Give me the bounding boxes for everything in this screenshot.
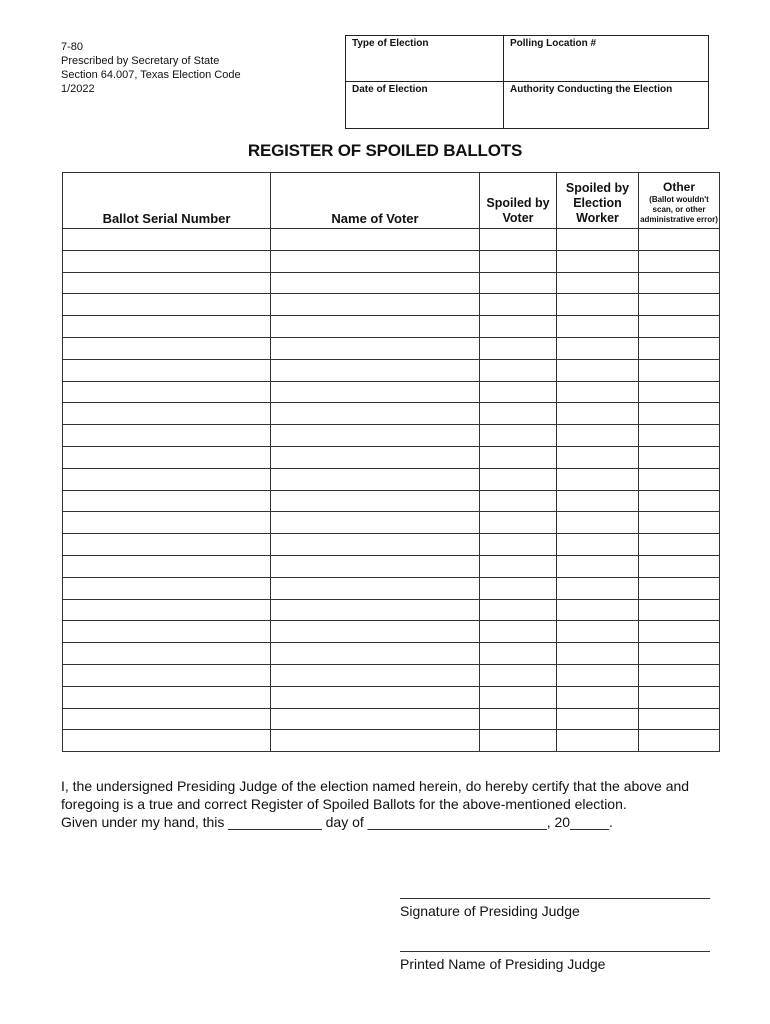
cell-other[interactable] — [639, 555, 720, 577]
cell-spoiled-by-worker[interactable] — [557, 316, 639, 338]
cell-voter-name[interactable] — [271, 446, 480, 468]
cell-spoiled-by-voter[interactable] — [480, 403, 557, 425]
cell-spoiled-by-voter[interactable] — [480, 708, 557, 730]
certification-block — [61, 777, 721, 831]
table-row — [63, 294, 720, 316]
cell-voter-name[interactable] — [271, 468, 480, 490]
cell-spoiled-by-voter[interactable] — [480, 686, 557, 708]
printed-name-line[interactable] — [400, 951, 710, 952]
table-row — [63, 643, 720, 665]
cell-spoiled-by-worker[interactable] — [557, 272, 639, 294]
spoiled-ballots-table — [62, 172, 720, 752]
cell-spoiled-by-worker[interactable] — [557, 599, 639, 621]
cell-ballot-serial[interactable] — [63, 599, 271, 621]
cell-other[interactable] — [639, 316, 720, 338]
authority-field[interactable] — [504, 82, 708, 128]
cell-spoiled-by-voter[interactable] — [480, 621, 557, 643]
cell-ballot-serial[interactable] — [63, 250, 271, 272]
cell-voter-name[interactable] — [271, 250, 480, 272]
cell-spoiled-by-voter[interactable] — [480, 359, 557, 381]
prescribed-by: Prescribed by Secretary of State — [61, 55, 220, 67]
cell-other[interactable] — [639, 294, 720, 316]
table-row — [63, 621, 720, 643]
cell-spoiled-by-worker[interactable] — [557, 381, 639, 403]
election-info-box — [345, 35, 709, 129]
table-row — [63, 337, 720, 359]
cell-spoiled-by-voter[interactable] — [480, 381, 557, 403]
cell-other[interactable] — [639, 730, 720, 752]
date-of-election-field[interactable] — [346, 82, 504, 128]
cell-voter-name[interactable] — [271, 664, 480, 686]
cell-spoiled-by-worker[interactable] — [557, 664, 639, 686]
page-title: REGISTER OF SPOILED BALLOTS — [247, 141, 523, 160]
cell-voter-name[interactable] — [271, 229, 480, 251]
table-row — [63, 490, 720, 512]
table-row — [63, 359, 720, 381]
cell-ballot-serial[interactable] — [63, 272, 271, 294]
cell-spoiled-by-worker[interactable] — [557, 534, 639, 556]
cell-other[interactable] — [639, 686, 720, 708]
cell-other[interactable] — [639, 577, 720, 599]
cell-ballot-serial[interactable] — [63, 229, 271, 251]
cell-voter-name[interactable] — [271, 599, 480, 621]
cell-voter-name[interactable] — [271, 316, 480, 338]
cell-spoiled-by-worker[interactable] — [557, 250, 639, 272]
cell-spoiled-by-worker[interactable] — [557, 643, 639, 665]
cell-voter-name[interactable] — [271, 272, 480, 294]
cell-spoiled-by-voter[interactable] — [480, 250, 557, 272]
cell-spoiled-by-voter[interactable] — [480, 643, 557, 665]
cell-ballot-serial[interactable] — [63, 468, 271, 490]
cell-other[interactable] — [639, 468, 720, 490]
cell-spoiled-by-voter[interactable] — [480, 534, 557, 556]
col-other-note: (Ballot wouldn't scan, or other administrative error) — [640, 195, 718, 224]
cell-spoiled-by-voter[interactable] — [480, 664, 557, 686]
cell-other[interactable] — [639, 229, 720, 251]
cell-ballot-serial[interactable] — [63, 294, 271, 316]
form-identifier — [61, 40, 241, 96]
cell-ballot-serial[interactable] — [63, 381, 271, 403]
certification-text: I, the undersigned Presiding Judge of the election named herein, do hereby certify that the above and foregoing is a true and correct Register of Spoiled Ballots for the above-mentioned election. — [61, 778, 690, 812]
polling-location-field[interactable] — [504, 36, 708, 82]
cell-spoiled-by-worker[interactable] — [557, 468, 639, 490]
date-of-election-label: Date of Election — [352, 84, 428, 95]
cell-spoiled-by-voter[interactable] — [480, 337, 557, 359]
type-of-election-field[interactable] — [346, 36, 504, 82]
cell-spoiled-by-worker[interactable] — [557, 621, 639, 643]
table-row — [63, 381, 720, 403]
form-number: 7-80 — [61, 41, 84, 53]
col-spoiled-by-worker: Spoiled by Election Worker — [557, 173, 639, 229]
cell-other[interactable] — [639, 425, 720, 447]
cell-spoiled-by-worker[interactable] — [557, 686, 639, 708]
cell-spoiled-by-voter[interactable] — [480, 730, 557, 752]
signature-label: Signature of Presiding Judge — [400, 903, 580, 919]
cell-ballot-serial[interactable] — [63, 490, 271, 512]
cell-spoiled-by-worker[interactable] — [557, 708, 639, 730]
cell-other[interactable] — [639, 621, 720, 643]
table-row — [63, 577, 720, 599]
table-row — [63, 686, 720, 708]
cell-other[interactable] — [639, 337, 720, 359]
col-ballot-serial: Ballot Serial Number — [63, 173, 271, 229]
polling-location-label: Polling Location # — [510, 38, 597, 49]
cell-ballot-serial[interactable] — [63, 686, 271, 708]
cell-spoiled-by-worker[interactable] — [557, 425, 639, 447]
cell-spoiled-by-voter[interactable] — [480, 555, 557, 577]
cell-spoiled-by-worker[interactable] — [557, 359, 639, 381]
cell-ballot-serial[interactable] — [63, 446, 271, 468]
cell-voter-name[interactable] — [271, 512, 480, 534]
cell-ballot-serial[interactable] — [63, 316, 271, 338]
cell-spoiled-by-voter[interactable] — [480, 272, 557, 294]
table-row — [63, 446, 720, 468]
cell-other[interactable] — [639, 664, 720, 686]
cell-voter-name[interactable] — [271, 425, 480, 447]
given-under-hand-line[interactable]: Given under my hand, this ____________ day of _______________________, 20_____. — [61, 814, 613, 830]
cell-spoiled-by-worker[interactable] — [557, 730, 639, 752]
col-spoiled-by-voter: Spoiled by Voter — [480, 173, 557, 229]
signature-block — [400, 898, 710, 919]
cell-other[interactable] — [639, 381, 720, 403]
type-of-election-label: Type of Election — [352, 38, 429, 49]
cell-spoiled-by-worker[interactable] — [557, 337, 639, 359]
cell-ballot-serial[interactable] — [63, 359, 271, 381]
cell-ballot-serial[interactable] — [63, 664, 271, 686]
cell-other[interactable] — [639, 250, 720, 272]
authority-label: Authority Conducting the Election — [510, 84, 673, 95]
cell-voter-name[interactable] — [271, 294, 480, 316]
cell-ballot-serial[interactable] — [63, 577, 271, 599]
cell-voter-name[interactable] — [271, 577, 480, 599]
cell-spoiled-by-worker[interactable] — [557, 512, 639, 534]
cell-ballot-serial[interactable] — [63, 512, 271, 534]
cell-other[interactable] — [639, 272, 720, 294]
cell-voter-name[interactable] — [271, 381, 480, 403]
printed-name-block — [400, 951, 710, 972]
cell-ballot-serial[interactable] — [63, 403, 271, 425]
cell-voter-name[interactable] — [271, 555, 480, 577]
cell-voter-name[interactable] — [271, 730, 480, 752]
table-row — [63, 425, 720, 447]
cell-spoiled-by-voter[interactable] — [480, 490, 557, 512]
cell-other[interactable] — [639, 534, 720, 556]
table-row — [63, 555, 720, 577]
table-row — [63, 599, 720, 621]
cell-voter-name[interactable] — [271, 643, 480, 665]
cell-spoiled-by-worker[interactable] — [557, 555, 639, 577]
table-row — [63, 708, 720, 730]
cell-spoiled-by-voter[interactable] — [480, 512, 557, 534]
cell-spoiled-by-voter[interactable] — [480, 599, 557, 621]
cell-ballot-serial[interactable] — [63, 643, 271, 665]
cell-other[interactable] — [639, 403, 720, 425]
cell-ballot-serial[interactable] — [63, 621, 271, 643]
cell-voter-name[interactable] — [271, 359, 480, 381]
form-date: 1/2022 — [61, 83, 95, 95]
cell-spoiled-by-worker[interactable] — [557, 403, 639, 425]
table-row — [63, 468, 720, 490]
cell-other[interactable] — [639, 512, 720, 534]
cell-spoiled-by-worker[interactable] — [557, 294, 639, 316]
col-voter-name: Name of Voter — [271, 173, 480, 229]
cell-ballot-serial[interactable] — [63, 534, 271, 556]
cell-voter-name[interactable] — [271, 490, 480, 512]
table-row — [63, 403, 720, 425]
cell-spoiled-by-worker[interactable] — [557, 577, 639, 599]
cell-spoiled-by-voter[interactable] — [480, 577, 557, 599]
cell-ballot-serial[interactable] — [63, 337, 271, 359]
code-section: Section 64.007, Texas Election Code — [61, 69, 241, 81]
cell-spoiled-by-voter[interactable] — [480, 294, 557, 316]
table-row — [63, 512, 720, 534]
col-other — [639, 173, 720, 229]
cell-voter-name[interactable] — [271, 621, 480, 643]
table-row — [63, 316, 720, 338]
cell-spoiled-by-voter[interactable] — [480, 468, 557, 490]
cell-spoiled-by-voter[interactable] — [480, 316, 557, 338]
table-row — [63, 272, 720, 294]
cell-spoiled-by-worker[interactable] — [557, 490, 639, 512]
cell-other[interactable] — [639, 643, 720, 665]
cell-other[interactable] — [639, 599, 720, 621]
cell-other[interactable] — [639, 490, 720, 512]
table-row — [63, 250, 720, 272]
cell-spoiled-by-voter[interactable] — [480, 229, 557, 251]
cell-spoiled-by-voter[interactable] — [480, 425, 557, 447]
cell-ballot-serial[interactable] — [63, 425, 271, 447]
table-row — [63, 730, 720, 752]
cell-other[interactable] — [639, 359, 720, 381]
cell-spoiled-by-worker[interactable] — [557, 229, 639, 251]
cell-ballot-serial[interactable] — [63, 555, 271, 577]
cell-voter-name[interactable] — [271, 534, 480, 556]
signature-line[interactable] — [400, 898, 710, 899]
col-other-title: Other — [662, 180, 695, 194]
cell-voter-name[interactable] — [271, 686, 480, 708]
cell-voter-name[interactable] — [271, 403, 480, 425]
cell-ballot-serial[interactable] — [63, 730, 271, 752]
cell-other[interactable] — [639, 708, 720, 730]
cell-voter-name[interactable] — [271, 337, 480, 359]
table-header-row — [63, 173, 720, 229]
table-row — [63, 664, 720, 686]
table-row — [63, 229, 720, 251]
table-row — [63, 534, 720, 556]
printed-name-label: Printed Name of Presiding Judge — [400, 956, 606, 972]
cell-ballot-serial[interactable] — [63, 708, 271, 730]
cell-spoiled-by-worker[interactable] — [557, 446, 639, 468]
cell-other[interactable] — [639, 446, 720, 468]
cell-spoiled-by-voter[interactable] — [480, 446, 557, 468]
cell-voter-name[interactable] — [271, 708, 480, 730]
